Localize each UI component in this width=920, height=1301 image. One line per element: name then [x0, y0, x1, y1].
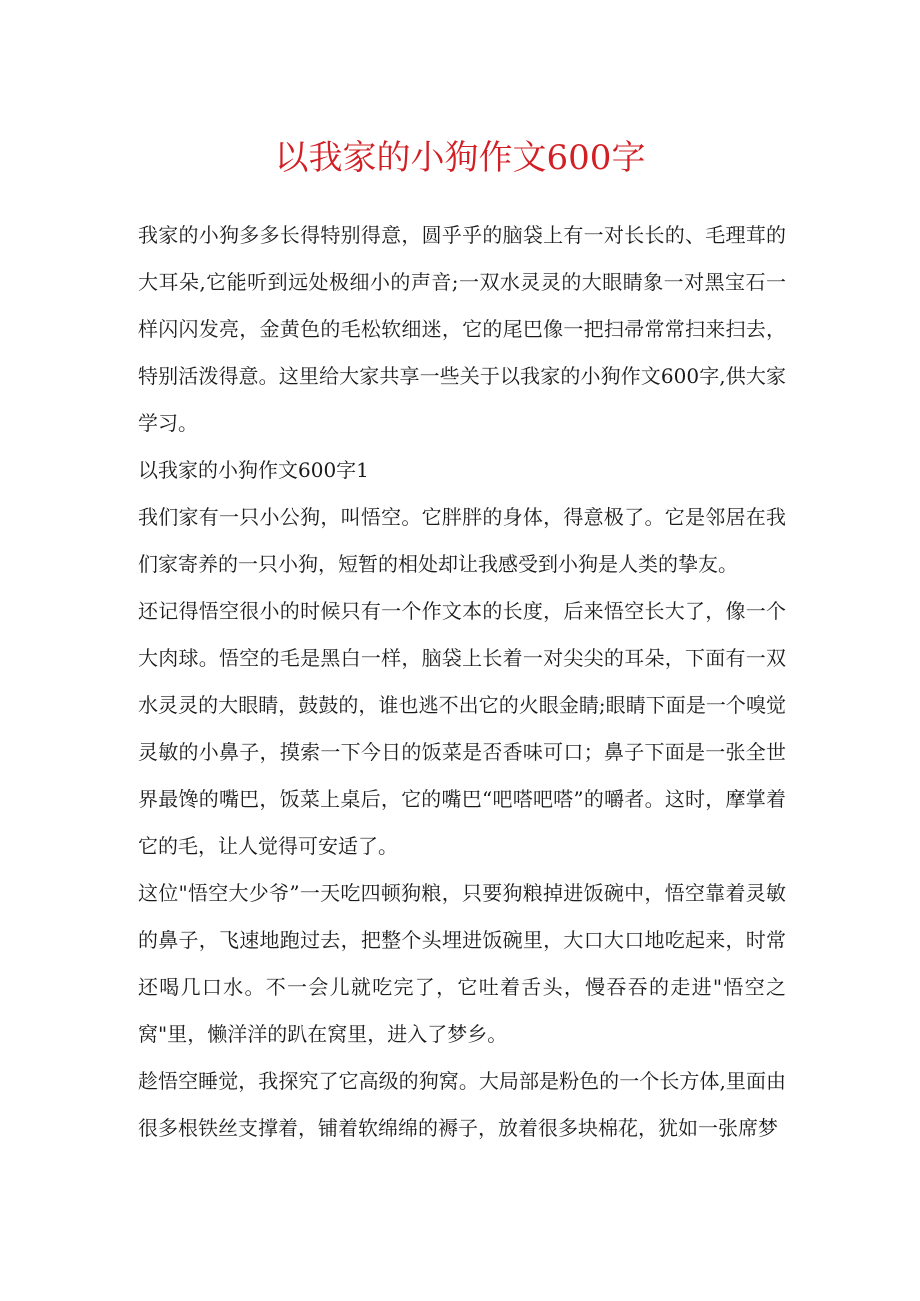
section-heading: 以我家的小狗作文600字1 — [138, 458, 369, 482]
body-paragraph: 还记得悟空很小的时候只有一个作文本的长度，后来悟空长大了，像一个大肉球。悟空的毛是黑白一样，脑袋上长着一对尖尖的耳朵，下面有一双水灵灵的大眼睛，鼓鼓的，谁也逃不出它的火眼金睛;眼睛下面是一个嗅觉灵敏的小鼻子，摸索一下今日的饭菜是否香味可口；鼻子下面是一张全世界最馋的嘴巴，饭菜上桌后，它的嘴巴“吧嗒吧嗒”的嚼者。这时，摩掌着它的毛，让人觉得可安适了。 — [138, 599, 786, 858]
page-title: 以我家的小狗作文600字 — [274, 138, 646, 178]
body-paragraph: 我们家有一只小公狗，叫悟空。它胖胖的身体，得意极了。它是邻居在我们家寄养的一只小狗，短暂的相处却让我感受到小狗是人类的挚友。 — [138, 505, 786, 576]
intro-paragraph: 我家的小狗多多长得特别得意，圆乎乎的脑袋上有一对长长的、毛理茸的大耳朵,它能听到远处极细小的声音;一双水灵灵的大眼睛象一对黑宝石一样闪闪发亮，金黄色的毛松软细迷，它的尾巴像一把扫帚常常扫来扫去，特别活泼得意。这里给大家共享一些关于以我家的小狗作文600字,供大家学习。 — [138, 223, 786, 435]
body-paragraph: 这位"悟空大少爷”一天吃四顿狗粮，只要狗粮掉进饭碗中，悟空靠着灵敏的鼻子，飞速地跑过去，把整个头埋进饭碗里，大口大口地吃起来，时常还喝几口水。不一会儿就吃完了，它吐着舌头，慢吞吞的走进"悟空之窝"里，懒洋洋的趴在窝里，进入了梦乡。 — [138, 881, 786, 1046]
document-body — [138, 212, 786, 1152]
body-paragraph: 趁悟空睡觉，我探究了它高级的狗窝。大局部是粉色的一个长方体,里面由很多根铁丝支撑着，铺着软绵绵的褥子，放着很多块棉花，犹如一张席梦 — [138, 1069, 786, 1140]
